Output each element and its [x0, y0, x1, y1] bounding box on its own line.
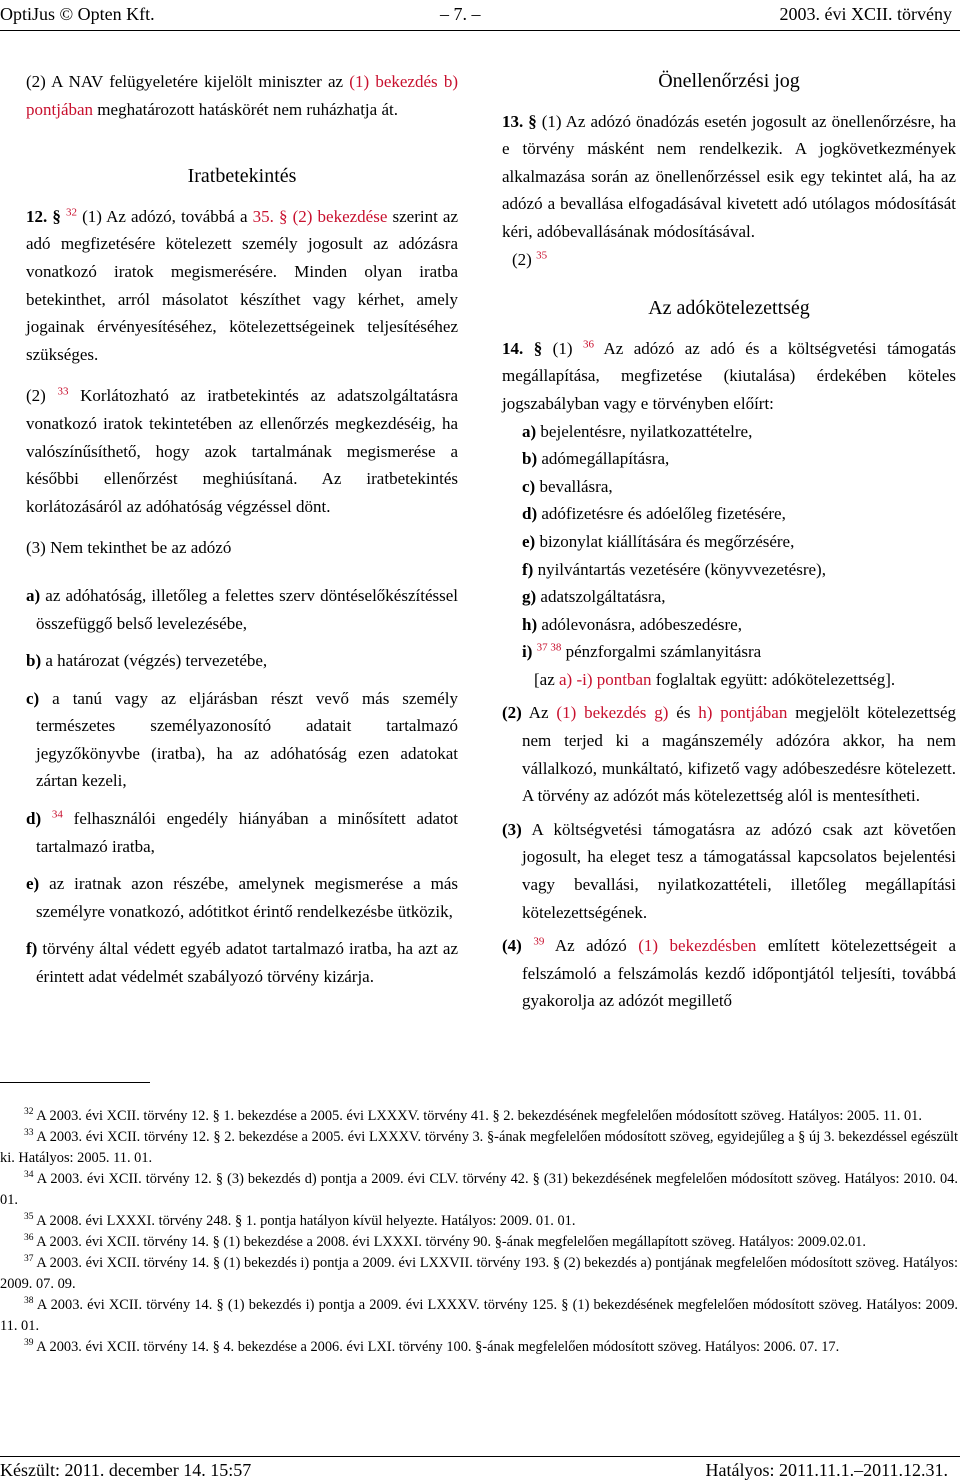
right-column: [502, 68, 956, 1015]
section-13-paragraph-2: (2) $^{35}$: [512, 248, 548, 269]
footer-divider: [0, 1456, 960, 1457]
section-14-paragraph-3: (3) A költségvetési támogatásra az adózó csak azt követően jogosult, ha eleget tesz a támogatással kapcsolatos bejelentési vagy bevallási, nyilatkozattételi, illetőleg megállapítási kötelezettségének.: [502, 819, 956, 922]
section-14-paragraph-1: 14. § (1) $^{36}$ Az adózó az adó és a költségvetési támogatás megállapítása, megfizetése (kiutalása) érdekében köteles jogszabályban vagy e törvényben előírt:: [502, 338, 957, 413]
link-1-bekezdes-b[interactable]: (1) bekezdés b) pontjában: [26, 72, 458, 119]
section-number: 13. §: [502, 111, 537, 131]
obligation-list: [502, 418, 956, 666]
header-divider: [0, 30, 960, 31]
list-item: e) bizonylat kiállítására és megőrzésére,: [522, 531, 795, 551]
footnote-item: $^{33}$ A 2003. évi XCII. törvény 12. § 2. bekezdése a 2005. évi LXXXV. törvény 3. §-ának megfelelően módosított szöveg, egyidejűleg a § új 3. bekezdéssel egészült ki. Hatályos: 2005. 11. 01.: [0, 1128, 958, 1166]
list-item: b) a határozat (végzés) tervezetébe,: [26, 651, 268, 671]
section-heading-onellenorzes: Önellenőrzési jog: [658, 70, 800, 92]
header-law-title: 2003. évi XCII. törvény: [779, 4, 952, 24]
list-item: h) adólevonásra, adóbeszedésre,: [522, 614, 742, 634]
list-item: i) $^{37 38}$ pénzforgalmi számlanyitásra: [522, 641, 762, 662]
footnote-item: $^{34}$ A 2003. évi XCII. törvény 12. § (3) bekezdés d) pontja a 2009. évi CLV. törvény 42. § (31) bekezdésének megfelelően módosított szöveg. Hatályos: 2010. 04. 01.: [0, 1170, 958, 1208]
list-item: d) $^{34}$ felhasználói engedély hiányában a minősített adatot tartalmazó iratba,: [26, 808, 458, 856]
footnote-item: $^{37}$ A 2003. évi XCII. törvény 14. § (1) bekezdés i) pontja a 2009. évi LXXVII. törvény 193. § (2) bekezdés a) pontjának megfelelően módosított szöveg. Hatályos: 2009. 07. 09.: [0, 1254, 958, 1292]
section-number: 14. §: [502, 338, 543, 358]
footnote-item: $^{32}$ A 2003. évi XCII. törvény 12. § 1. bekezdése a 2005. évi LXXXV. törvény 41. § 2. bekezdésének megfelelően módosított szöveg. Hatályos: 2005. 11. 01.: [24, 1107, 922, 1124]
list-item: c) a tanú vagy az eljárásban részt vevő más személy természetes személyazonosító adatait tartalmazó jegyzőkönyvbe (iratba), ha az adóhatóság ezen adatokat zártan kezeli,: [26, 688, 458, 791]
link-1-bekezdesben[interactable]: (1) bekezdésben: [638, 936, 757, 956]
header-publisher: OptiJus © Opten Kft.: [0, 4, 155, 24]
section-12-paragraph-1: 12. § $^{32}$ (1) Az adózó, továbbá a 35. § (2) bekezdése szerint az adó megfizetésére kötelezett személy jogosult az adózásra vonatkozó iratok megismerésére. Minden olyan iratba betekinthet, arról másolatot készíthet vagy kérhet, amely jogainak érvényesítéséhez, kötelezettségeinek teljesítéséhez szükséges.: [26, 206, 459, 364]
footer-effective-period: Hatályos: 2011.11.1.–2011.12.31.: [705, 1460, 948, 1480]
footnote-ref-39[interactable]: 39: [533, 935, 545, 948]
list-item: b) adómegállapításra,: [522, 449, 670, 469]
list-item: c) bevallásra,: [522, 476, 613, 496]
footnote-item: $^{36}$ A 2003. évi XCII. törvény 14. § (1) bekezdése a 2008. évi LXXXI. törvény 90. §-ának megfelelően megállapított szöveg. Hatályos: 2009.02.01.: [24, 1233, 866, 1250]
footnote-ref-37-38[interactable]: 37 38: [536, 641, 562, 654]
list-item: e) az iratnak azon részébe, amelynek megismerése a más személyre vonatkozó, adótitkot érintő rendelkezésbe ütközik,: [26, 874, 458, 921]
footnote-ref-35[interactable]: 35: [536, 248, 548, 261]
paragraph-12-preface: (2) A NAV felügyeletére kijelölt miniszter az (1) bekezdés b) pontjában meghatározott hatáskörét nem ruházhatja át.: [26, 72, 458, 119]
link-h-pontjaban[interactable]: h) pontjában: [698, 703, 788, 723]
footnote-item: $^{35}$ A 2008. évi LXXXI. törvény 248. § 1. pontja hatályon kívül helyezte. Hatályos: 2009. 01. 01.: [24, 1212, 576, 1229]
header-page-number: – 7. –: [440, 4, 481, 24]
list-item: a) az adóhatóság, illetőleg a felettes szerv döntéselőkészítéssel összefüggő belső levelezésébe,: [26, 585, 458, 633]
link-35-2[interactable]: 35. § (2) bekezdése: [252, 206, 388, 226]
link-1-bekezdes-g[interactable]: (1) bekezdés g): [556, 703, 669, 723]
footnote-divider: [0, 1082, 150, 1083]
footer-created-date: Készült: 2011. december 14. 15:57: [0, 1460, 252, 1480]
footnote-ref-33[interactable]: 33: [57, 385, 69, 398]
footnote-ref-32[interactable]: 32: [66, 206, 77, 219]
obligation-summary: [az a) -i) pontban foglaltak együtt: adókötelezettség].: [534, 669, 896, 689]
list-item: a) bejelentésre, nyilatkozattételre,: [522, 421, 753, 441]
list-item: g) adatszolgáltatásra,: [522, 587, 666, 607]
footnote-ref-36[interactable]: 36: [582, 338, 594, 351]
list-item: f) törvény által védett egyéb adatot tartalmazó iratba, ha azt az érintett adat védelmét szabályozó törvény kizárja.: [26, 939, 458, 987]
left-column: [26, 68, 458, 991]
footnote-item: $^{39}$ A 2003. évi XCII. törvény 14. § 4. bekezdése a 2006. évi LXI. törvény 100. §-ának megfelelően módosított szöveg. Hatályos: 2006. 07. 17.: [24, 1338, 840, 1355]
section-12-paragraph-2: (2) $^{33}$ Korlátozható az iratbetekintés az adatszolgáltatásra vonatkozó iratok tekintetében az ellenőrzés megkezdéséig, ha valószínűsíthető, hogy azok tartalmának megismerése a későbbi ellenőrzést meghiúsítaná. Az iratbetekintés korlátozásáról az adóhatóság végzéssel dönt.: [26, 385, 458, 516]
list-item: d) adófizetésre és adóelőleg fizetésére,: [522, 504, 786, 524]
section-14-paragraph-2: (2) Az (1) bekezdés g) és h) pontjában megjelölt kötelezettség nem terjed ki a magánszemély adózóra akkor, ha nem vállalkozó, munkáltató, kifizető vagy adóbeszedésre kötelezett. A törvény az adózót más kötelezettség alól is mentesítheti.: [502, 703, 957, 806]
footnotes: [0, 1106, 958, 1358]
section-heading-iratbetekintes: Iratbetekintés: [187, 165, 297, 188]
section-number: 12. §: [26, 206, 61, 226]
page-header: [0, 0, 960, 28]
section-heading-adokotelezettseg: Az adókötelezettség: [648, 297, 810, 320]
section-12-paragraph-3: (3) Nem tekinthet be az adózó: [26, 538, 232, 558]
section-14-paragraph-4: (4) $^{39}$ Az adózó (1) bekezdésben említett kötelezettségeit a felszámoló a felszámolás kezdő időpontjától teljesíti, továbbá gyakorolja az adózót megillető: [502, 935, 957, 1011]
list-item: f) nyilvántartás vezetésére (könyvvezetésre),: [522, 559, 826, 579]
footnote-ref-34[interactable]: 34: [51, 808, 63, 821]
footnote-item: $^{38}$ A 2003. évi XCII. törvény 14. § (1) bekezdés i) pontja a 2009. évi LXXXV. törvény 125. § (1) bekezdésének megfelelően módosított szöveg. Hatályos: 2009. 11. 01.: [0, 1296, 958, 1334]
section-13-paragraph-1: 13. § (1) Az adózó önadózás esetén jogosult az önellenőrzésre, ha e törvény másként nem rendelkezik. A jogkövetkezmények alkalmazása során az önellenőrzéssel esik egy tekintet alá, ha az adózó a bevallása elfogadásával kivetett adó utólagos módosítását kéri, adóbevallásának módosításával.: [502, 111, 957, 241]
link-a-i-pontban[interactable]: a) -i) pontban: [559, 669, 652, 689]
